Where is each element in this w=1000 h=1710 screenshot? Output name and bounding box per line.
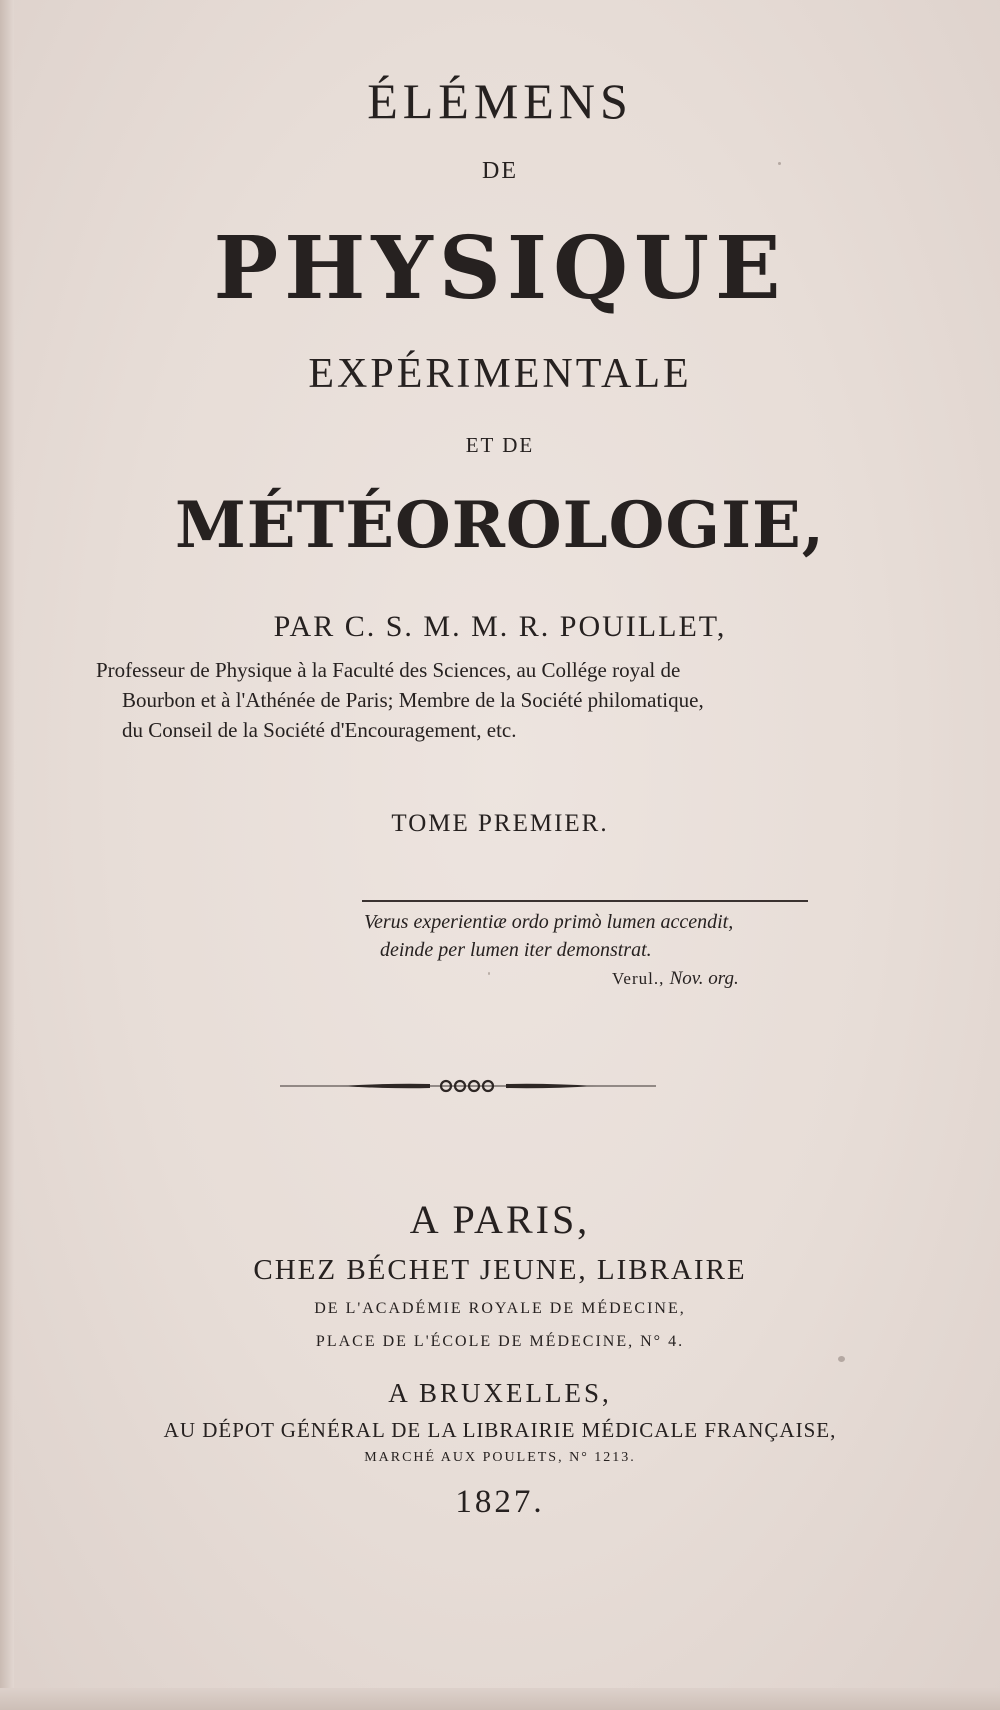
- title-line-et-de: ET DE: [465, 433, 535, 457]
- title-line-elemens: ÉLÉMENS: [367, 73, 633, 129]
- ornamental-rule-icon: [280, 1076, 656, 1096]
- title-line-physique: PHYSIQUE: [213, 218, 787, 319]
- epigraph-line-2: deinde per lumen iter demonstrat.: [380, 939, 652, 961]
- imprint-publisher-bruxelles-detail: MARCHÉ AUX POULETS, N° 1213.: [364, 1450, 636, 1465]
- imprint-publisher-bruxelles: AU DÉPOT GÉNÉRAL DE LA LIBRAIRIE MÉDICALE FRANÇAISE,: [163, 1418, 837, 1442]
- epigraph-attribution: [612, 968, 739, 990]
- imprint-city-bruxelles: A BRUXELLES,: [388, 1378, 612, 1408]
- page-bottom-edge: [0, 1688, 1000, 1710]
- paper-speck: [838, 1356, 845, 1362]
- imprint-publisher-paris-detail-2: PLACE DE L'ÉCOLE DE MÉDECINE, N° 4.: [315, 1333, 685, 1350]
- author-byline: PAR C. S. M. M. R. POUILLET,: [273, 610, 727, 643]
- credentials-line-2: Bourbon et à l'Athénée de Paris; Membre de la Société philomatique,: [122, 688, 704, 712]
- title-line-meteorologie: MÉTÉOROLOGIE,: [174, 488, 826, 563]
- epigraph-attribution-author: Verul.,: [612, 969, 665, 988]
- author-credentials: [96, 655, 856, 745]
- imprint-publisher-paris-detail-1: DE L'ACADÉMIE ROYALE DE MÉDECINE,: [314, 1300, 686, 1317]
- credentials-line-3: du Conseil de la Société d'Encouragement, etc.: [122, 718, 517, 742]
- credentials-line-1: Professeur de Physique à la Faculté des Sciences, au Collége royal de: [96, 658, 681, 682]
- imprint-year: 1827.: [455, 1484, 545, 1520]
- paper-speck: [778, 162, 781, 165]
- epigraph-line-1: Verus experientiæ ordo primò lumen accendit,: [364, 911, 734, 933]
- epigraph-attribution-work: Nov. org.: [669, 968, 739, 989]
- paper-speck: [488, 972, 490, 975]
- title-line-de: DE: [482, 158, 518, 184]
- imprint-publisher-paris: CHEZ BÉCHET JEUNE, LIBRAIRE: [253, 1254, 747, 1286]
- epigraph-rule: [362, 900, 808, 902]
- title-line-experimentale: EXPÉRIMENTALE: [308, 351, 692, 397]
- volume-label: TOME PREMIER.: [391, 810, 609, 837]
- imprint-city-paris: A PARIS,: [409, 1197, 591, 1242]
